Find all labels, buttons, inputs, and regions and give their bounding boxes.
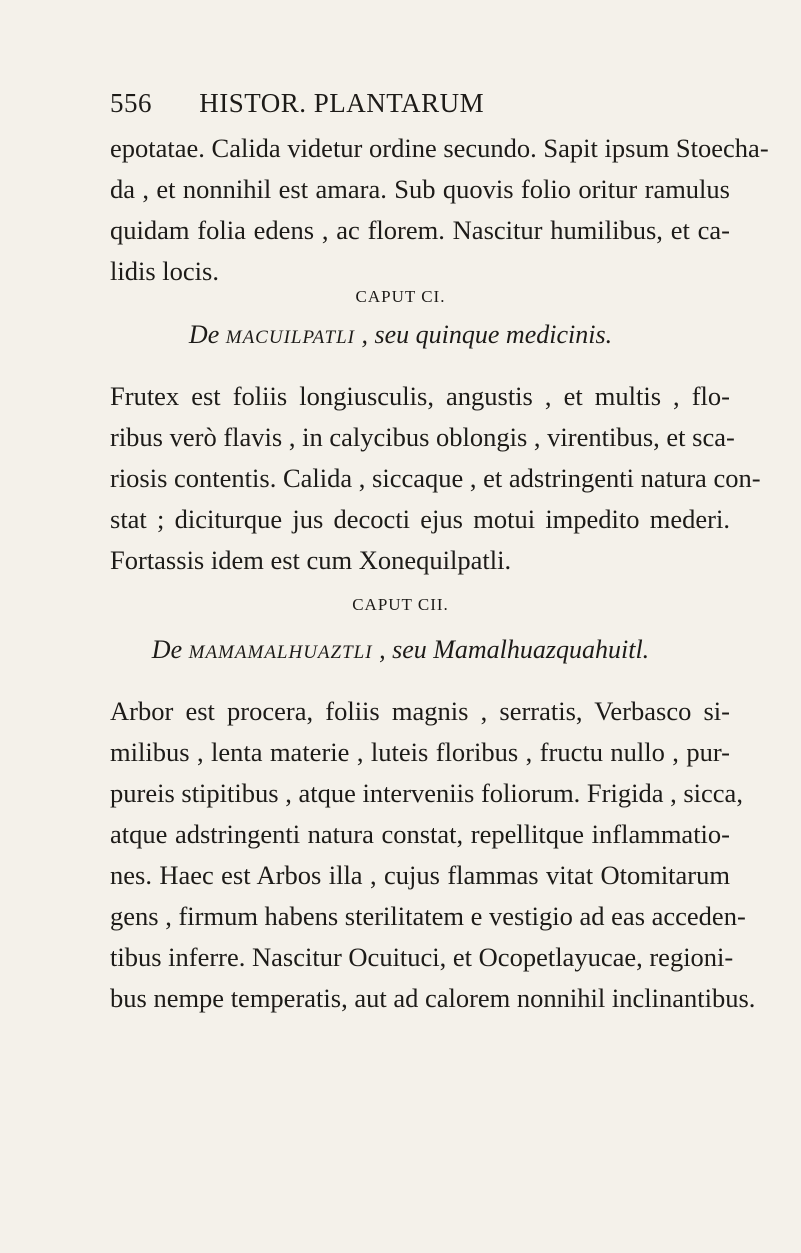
text-line: Fortassis idem est cum Xonequilpatli. [110,545,512,575]
running-title: HISTOR. PLANTARUM [199,88,485,118]
text-line: da , et nonnihil est amara. Sub quovis folio oritur ramulus [110,174,730,204]
chapter-title-rest: , seu Mamalhuazquahuitl. [379,635,650,664]
chapter-title-de: De [151,635,183,664]
text-line: bus nempe temperatis, aut ad calorem nonnihil inclinantibus. [110,983,756,1013]
chapter-title-cii [0,635,801,665]
chapter-heading-cii: CAPUT CII. [352,595,449,614]
text-line: epotatae. Calida videtur ordine secundo. Sapit ipsum Stoecha- [110,133,769,163]
text-line: lidis locis. [110,256,219,286]
text-line: nes. Haec est Arbos illa , cujus flammas vitat Otomitarum [110,860,730,890]
plant-name: MAMAMALHUAZTLI [188,642,373,663]
plant-name: MACUILPATLI [225,327,355,348]
text-line: gens , firmum habens sterilitatem e vestigio ad eas acceden- [110,901,746,931]
chapter-heading-ci: CAPUT CI. [355,287,446,306]
chapter-title-rest: , seu quinque medicinis. [361,320,613,349]
text-line: pureis stipitibus , atque interveniis foliorum. Frigida , sicca, [110,778,743,808]
text-line: quidam folia edens , ac florem. Nascitur humilibus, et ca- [110,215,730,245]
chapter-ci-paragraph [110,376,761,581]
intro-paragraph [110,128,769,292]
chapter-title-ci [0,320,801,350]
text-line: stat ; diciturque jus decocti ejus motui impedito mederi. [110,504,730,534]
text-line: ribus verò flavis , in calycibus oblongis , virentibus, et sca- [110,422,735,452]
page-number: 556 [110,88,152,118]
text-line: tibus inferre. Nascitur Ocuituci, et Ocopetlayucae, regioni- [110,942,734,972]
text-line: atque adstringenti natura constat, repellitque inflammatio- [110,819,730,849]
text-line: riosis contentis. Calida , siccaque , et adstringenti natura con- [110,463,761,493]
text-line: Arbor est procera, foliis magnis , serratis, Verbasco si- [110,696,730,726]
running-header [110,88,710,119]
chapter-cii-paragraph [110,691,756,1019]
text-line: milibus , lenta materie , luteis floribus , fructu nullo , pur- [110,737,730,767]
text-line: Frutex est foliis longiusculis, angustis , et multis , flo- [110,381,730,411]
chapter-title-de: De [188,320,220,349]
